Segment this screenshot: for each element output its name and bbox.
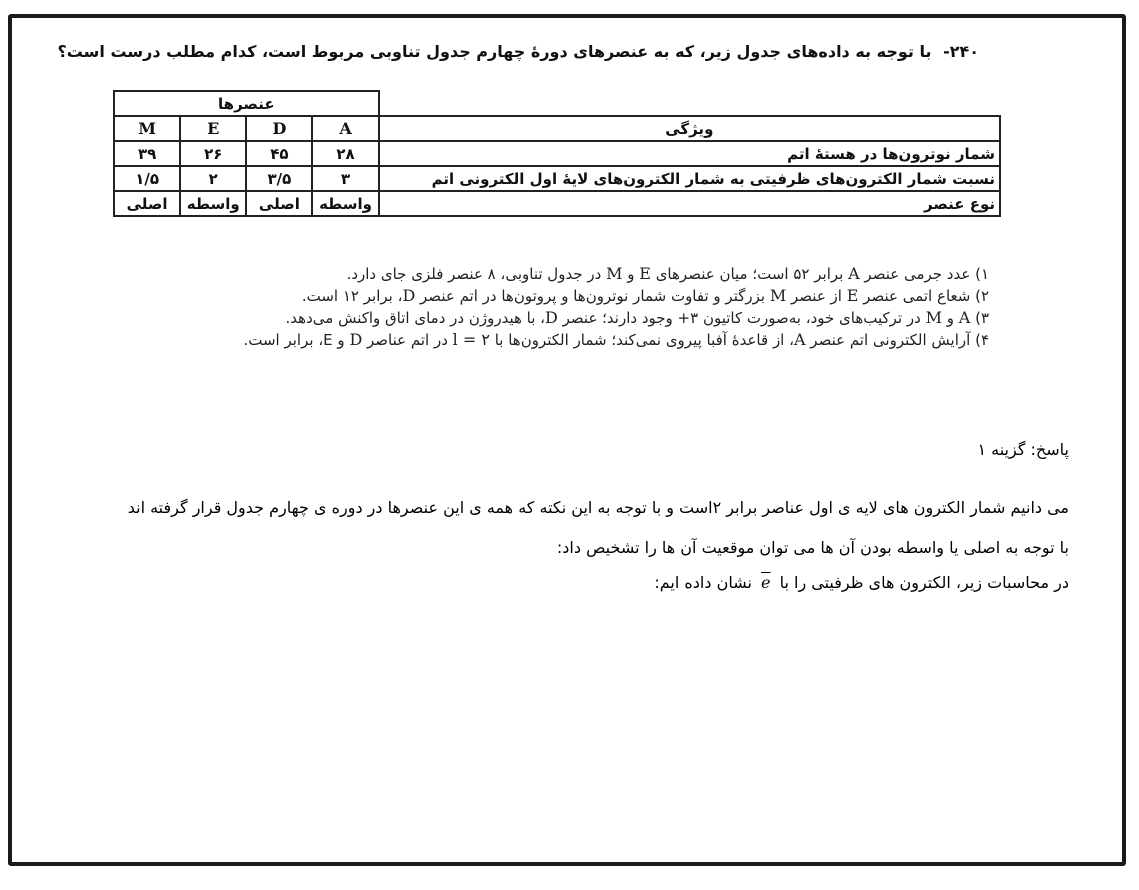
option-text: ۱) عدد جرمی عنصر: [859, 265, 989, 283]
table-row: [114, 141, 1000, 166]
option-text: و: [622, 265, 640, 283]
option-1: [243, 263, 989, 285]
option-text: در اتم عناصر: [362, 331, 453, 349]
row-label: شمار نوترون‌ها در هستهٔ اتم: [379, 141, 1000, 166]
table-header-row: [114, 116, 1000, 141]
option-symbol: E: [639, 264, 651, 283]
option-symbol: M: [769, 286, 787, 305]
table-cell: واسطه: [312, 191, 378, 216]
table-cell: ۴۵: [246, 141, 312, 166]
option-symbol: A: [958, 308, 971, 327]
element-header: D: [246, 116, 312, 141]
option-text: و E، برابر است.: [243, 331, 350, 349]
table-cell: ۳/۵: [246, 166, 312, 191]
elements-table: [113, 90, 1001, 217]
element-header: A: [312, 116, 378, 141]
option-text: ، برابر ۱۲ است.: [301, 287, 403, 305]
question-number: ۲۴۰-: [943, 42, 979, 61]
question-title: [57, 42, 979, 61]
option-symbol: M: [925, 308, 942, 327]
table-cell: ۲۶: [180, 141, 246, 166]
element-header: M: [114, 116, 180, 141]
answer-options: [243, 263, 989, 351]
table-group-row: [114, 91, 1000, 116]
option-text: ۴) آرایش الکترونی اتم عنصر: [805, 331, 989, 349]
row-label: نوع عنصر: [379, 191, 1000, 216]
table-cell: ۲: [180, 166, 246, 191]
option-symbol: E: [846, 286, 859, 305]
answer-text: نشان داده ایم:: [654, 573, 752, 592]
blank-cell: [379, 91, 1000, 116]
question-text: با توجه به داده‌های جدول زیر، که به عنصرهای دورهٔ چهارم جدول تناوبی مربوط است، کدام مطلب درست است؟: [57, 42, 932, 61]
option-symbol: M: [606, 264, 623, 283]
answer-text: در محاسبات زیر، الکترون های ظرفیتی را با: [779, 573, 1069, 592]
option-symbol: A: [793, 330, 806, 349]
option-text: ۲) شعاع اتمی عنصر: [858, 287, 989, 305]
property-header: ویژگی: [379, 116, 1000, 141]
table-cell: ۱/۵: [114, 166, 180, 191]
table-row: [114, 191, 1000, 216]
option-symbol: l = ۲: [452, 330, 490, 349]
option-text: و: [941, 309, 959, 327]
element-header: E: [180, 116, 246, 141]
option-text: در جدول تناوبی، ۸ عنصر فلزی جای دارد.: [346, 265, 607, 283]
table-cell: ۳: [312, 166, 378, 191]
option-symbol: A: [848, 264, 860, 283]
option-text: ، با هیدروژن در دمای اتاق واکنش می‌دهد.: [285, 309, 546, 327]
valence-electron-symbol: e: [761, 573, 771, 592]
option-text: برابر ۵۲ است؛ میان عنصرهای: [650, 265, 849, 283]
option-symbol: D: [402, 286, 416, 305]
answer-paragraph: [120, 573, 1069, 592]
group-header: عنصرها: [114, 91, 379, 116]
answer-paragraph: می دانیم شمار الکترون های لایه ی اول عناصر برابر ۲است و با توجه به این نکته که همه ی این عنصرها در دوره ی چهارم جدول قرار گرفته اند با توجه به اصلی یا واسطه بودن آن ها می توان موقعیت آن ها را تشخیص داد:: [127, 498, 1069, 557]
table-cell: اصلی: [114, 191, 180, 216]
option-symbol: D: [545, 308, 558, 327]
option-text: بزرگتر و تفاوت شمار نوترون‌ها و پروتون‌ها در اتم عنصر: [415, 287, 770, 305]
row-label: نسبت شمار الکترون‌های ظرفیتی به شمار الکترون‌های لایهٔ اول الکترونی اتم: [379, 166, 1000, 191]
option-3: [243, 307, 989, 329]
table-row: [114, 166, 1000, 191]
table-cell: اصلی: [246, 191, 312, 216]
option-4: [243, 329, 989, 351]
table-cell: واسطه: [180, 191, 246, 216]
option-text: در ترکیب‌های خود، به‌صورت کاتیون ۳+ وجود دارند؛ عنصر: [557, 309, 926, 327]
option-2: [243, 285, 989, 307]
option-symbol: D: [349, 330, 363, 349]
table-cell: ۳۹: [114, 141, 180, 166]
table-cell: ۲۸: [312, 141, 378, 166]
option-text: ، از قاعدهٔ آفبا پیروی نمی‌کند؛ شمار الکترون‌ها با: [489, 331, 794, 349]
option-text: ۳): [970, 309, 989, 327]
answer-heading: پاسخ: گزینه ۱: [977, 440, 1069, 459]
option-text: از عنصر: [786, 287, 847, 305]
